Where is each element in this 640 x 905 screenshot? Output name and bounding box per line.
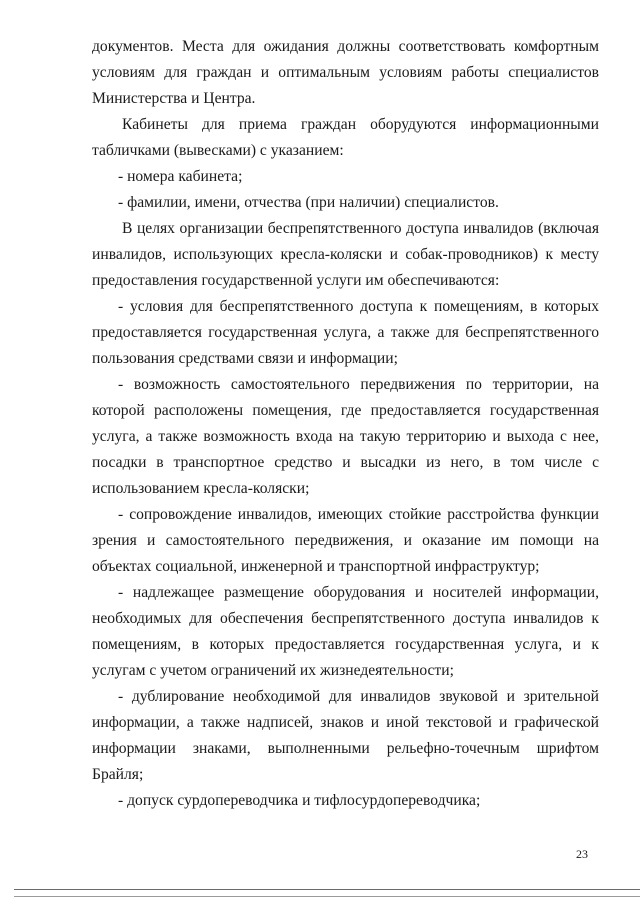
list-item-equipment-placement: - надлежащее размещение оборудования и носителей информации, необходимых для обеспечения беспрепятственного доступа инвалидов к помещениям, в которых предоставляется государственная услуга, и к услугам с учетом ограничений их жизнедеятельности; xyxy=(92,584,599,679)
scan-edge-line xyxy=(14,896,640,897)
paragraph-cabinets: Кабинеты для приема граждан оборудуются информационными табличками (вывесками) с указанием: xyxy=(92,116,599,159)
scan-edge-line xyxy=(14,889,640,890)
list-item-movement: - возможность самостоятельного передвижения по территории, на которой расположены помещения, где предоставляется государственная услуга, а также возможность входа на такую территорию и выхода с нее, посадки в транспортное средство и высадки из него, в том числе с использованием кресла-коляски; xyxy=(92,376,599,497)
paragraph-continuation: документов. Места для ожидания должны соответствовать комфортным условиям для граждан и оптимальным условиям работы специалистов Министерства и Центра. xyxy=(92,38,599,107)
list-item-braille-duplication: - дублирование необходимой для инвалидов звуковой и зрительной информации, а также надписей, знаков и иной текстовой и графической информации знаками, выполненными рельефно-точечным шрифтом Брайля; xyxy=(92,688,599,783)
page-number: 23 xyxy=(576,847,588,861)
list-item-specialist-names: - фамилии, имени, отчества (при наличии) специалистов. xyxy=(118,194,499,211)
list-item-cabinet-number: - номера кабинета; xyxy=(118,168,243,185)
list-item-interpreter-access: - допуск сурдопереводчика и тифлосурдопереводчика; xyxy=(118,792,481,809)
list-item-escort: - сопровождение инвалидов, имеющих стойкие расстройства функции зрения и самостоятельного передвижения, и оказание им помощи на объектах социальной, инженерной и транспортной инфраструктур; xyxy=(92,506,599,575)
paragraph-accessibility: В целях организации беспрепятственного доступа инвалидов (включая инвалидов, использующих кресла-коляски и собак-проводников) к месту предоставления государственной услуги им обеспечиваются: xyxy=(92,220,599,289)
list-item-access-conditions: - условия для беспрепятственного доступа к помещениям, в которых предоставляется государственная услуга, а также для беспрепятственного пользования средствами связи и информации; xyxy=(92,298,599,367)
document-body xyxy=(92,34,599,814)
